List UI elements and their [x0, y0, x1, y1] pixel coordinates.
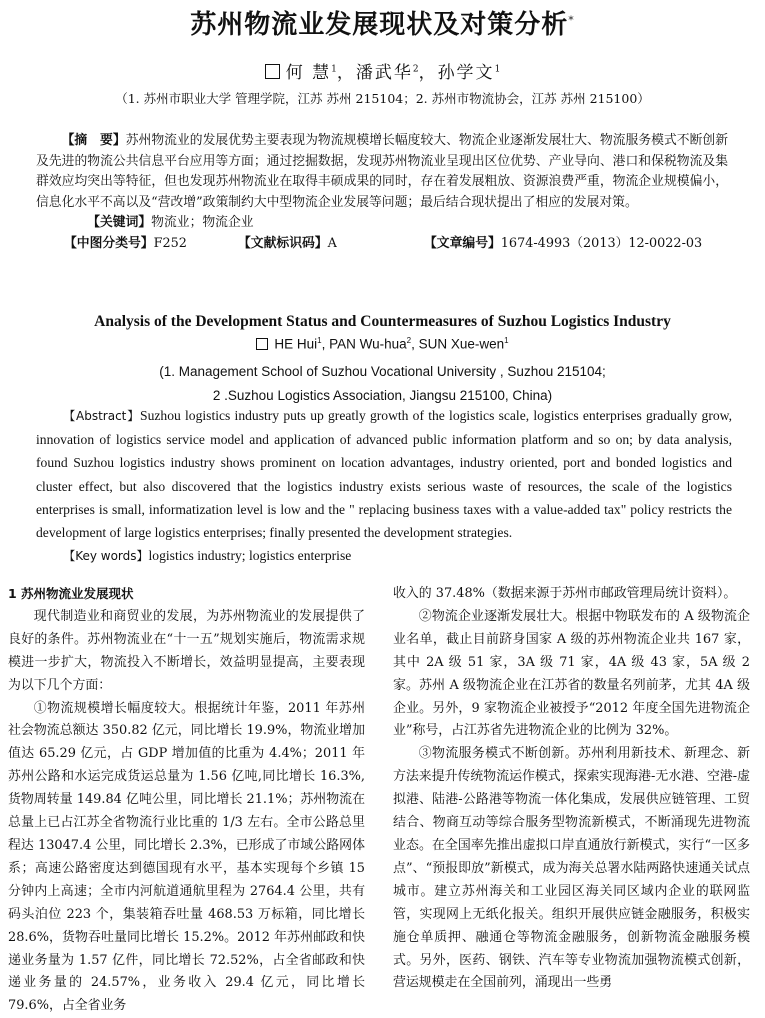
body-paragraph-2-cont: 收入的 37.48%（数据来源于苏州市邮政管理局统计资料）。	[393, 586, 737, 601]
doc-label: 【文献标识码】	[238, 235, 328, 251]
author-2: 潘武华	[355, 63, 413, 83]
keywords-text: 物流业；物流企业	[151, 215, 254, 231]
en-abstract-label: 【Abstract】	[63, 409, 141, 423]
en-affil-2: 2 .Suzhou Logistics Association, Jiangsu 215100, China)	[212, 388, 553, 403]
english-author-line: HE Hui$^1$, PAN Wu-hua$^2$, SUN Xue-wen$^1$	[0, 336, 765, 352]
english-abstract-block	[36, 404, 732, 568]
doc-value: A	[327, 235, 337, 251]
classification-line	[36, 234, 728, 256]
section-heading: 1 苏州物流业发展现状	[8, 586, 134, 601]
en-author-3-affil: 1	[504, 336, 509, 345]
clc-label: 【中图分类号】	[64, 235, 154, 251]
checkbox-square-icon	[256, 338, 268, 350]
body-paragraph-2: ①物流规模增长幅度较大。根据统计年鉴，2011 年苏州社会物流总额达 350.82 亿元，同比增长 19.9%，物流业增加值达 65.29 亿元，占 GDP 增加值的比重为 4.4%；2011 年苏州公路和水运完成货运总量为 1.56 亿吨,同比增长 16.3%,货物周转量 149.84 亿吨公里，同比增长 21.1%；苏州物流在总量上已占江苏全省物流行业比重的 1/3 左右。全市公路总里程达 13047.4 公里，同比增长 2.3%，已形成了市域公路网体系；高速公路密度达到德国现有水平，基本实现每个乡镇 15 分钟内上高速；全市内河航道通航里程为 2764.4 公里，共有码头泊位 223 个，集装箱吞吐量 468.53 万标箱，同比增长 28.6%，货物吞吐量同比增长 15.2%。2012 年苏州邮政和快递业务量为 1.57 亿件，同比增长 72.52%，占全省邮政和快递业务量的 24.57%，业务收入 29.4 亿元，同比增长 79.6%，占全省业务	[8, 700, 365, 1014]
english-abstract	[36, 404, 732, 544]
title-footnote-mark: *	[568, 13, 575, 27]
body-paragraph-1: 现代制造业和商贸业的发展，为苏州物流业的发展提供了良好的条件。苏州物流业在“十一五”规划实施后，物流需求规模进一步扩大，物流投入不断增长，效益明显提高，主要表现为以下几个方面：	[8, 608, 365, 693]
en-author-3: SUN Xue-wen	[418, 336, 505, 352]
en-author-2: PAN Wu-hua	[329, 336, 407, 352]
checkbox-square-icon	[265, 64, 280, 79]
chinese-abstract	[36, 131, 728, 213]
english-affiliations	[0, 360, 765, 408]
body-paragraph-4: ③物流服务模式不断创新。苏州利用新技术、新理念、新方法来提升传统物流运作模式，探索实现海港-无水港、空港-虚拟港、陆港-公路港等物流一体化集成，发展供应链管理、工贸结合、物商互动等综合服务型物流新模式，不断涌现先进物流业态。在全国率先推出虚拟口岸直通放行新模式，实行“一区多点”、“预报即放”新模式，成为海关总署水陆两路快速通关试点城市。建立苏州海关和工业园区海关同区域内企业的联网监管，实现网上无纸化报关。组织开展供应链金融服务，积极实施仓单质押、融通仓等物流金融服务，创新物流金融服务模式。另外，医药、钢铁、汽车等专业物流加强物流模式创新，营运规模走在全国前列，涌现出一些勇	[393, 746, 750, 991]
clc-number	[64, 234, 187, 255]
author-line	[0, 58, 765, 83]
body-column-right	[393, 583, 750, 995]
author-1-affil: 1	[331, 64, 337, 75]
en-keywords-label: 【Key words】	[63, 549, 149, 564]
english-title: Analysis of the Development Status and Countermeasures of Suzhou Logistics Industry	[94, 313, 671, 330]
author-3-affil: 1	[494, 64, 501, 75]
art-value: 1674-4993（2013）12-0022-03	[500, 235, 703, 251]
abstract-label: 【摘 要】	[61, 133, 126, 148]
body-paragraph-3: ②物流企业逐渐发展壮大。根据中物联发布的 A 级物流企业名单，截止目前跻身国家 A 级的苏州物流企业共 167 家，其中 2A 级 51 家，3A 级 71 家，4A 级 43 家，5A 级 2 家。苏州 A 级物流企业在江苏省的数量名列前茅，尤其 4A 级企业。另外，9 家物流企业被授予“2012 年度全国先进物流企业”称号，占江苏省先进物流企业的比例为 32%。	[393, 608, 750, 739]
article-number	[424, 234, 702, 255]
en-abstract-text: Suzhou logistics industry puts up greatly growth of the logistics scale, logistics enterprises gradually grow, innovation of logistics service model and application of advanced public information platform and so on; by data analysis, found Suzhou logistics industry shows prominent on location advantages, industry oriented, port and bonded logistics and cluster effect, but also discovered that the logistics industry exists serious waste of resources, the scale of the logistics enterprises is small, informatization level is low and the " replacing business taxes with a value-added tax" policy restricts the development of large logistics enterprises; finally presented the development strategies.	[36, 408, 732, 541]
clc-value: F252	[153, 235, 187, 251]
chinese-keywords	[36, 213, 728, 234]
art-label: 【文章编号】	[424, 235, 501, 251]
author-3: 孙学文	[437, 63, 495, 83]
en-author-1: HE Hui	[274, 336, 318, 352]
author-separator: ，	[336, 63, 356, 83]
paper-title	[0, 4, 765, 41]
en-author-2-affil: 2	[406, 336, 412, 345]
en-affil-1: (1. Management School of Suzhou Vocational University , Suzhou 215104;	[159, 364, 606, 379]
title-text: 苏州物流业发展现状及对策分析	[190, 10, 569, 40]
author-1: 何 慧	[285, 63, 332, 83]
en-keywords-text: logistics industry; logistics enterprise	[148, 548, 352, 564]
author-separator: ，	[418, 63, 438, 83]
author-2-affil: 2	[412, 64, 419, 75]
abstract-text: 苏州物流业的发展优势主要表现为物流规模增长幅度较大、物流企业逐渐发展壮大、物流服务模式不断创新及先进的物流公共信息平台应用等方面；通过挖掘数据，发现苏州物流业呈现出区位优势、产业导向、港口和保税物流及集群效应均突出等特征，但也发现苏州物流业在取得丰硕成果的同时，存在着发展粗放、资源浪费严重，物流企业规模偏小，信息化水平不高以及“营改增”政策制约大中型物流企业发展等问题；最后结合现状提出了相应的发展对策。	[36, 133, 729, 210]
english-keywords	[36, 544, 732, 568]
body-column-left	[8, 583, 365, 1018]
document-code	[238, 234, 337, 255]
keywords-label: 【关键词】	[87, 215, 152, 231]
chinese-abstract-block	[36, 131, 728, 256]
affiliations: （1. 苏州市职业大学 管理学院，江苏 苏州 215104；2. 苏州市物流协会，江苏 苏州 215100）	[115, 91, 650, 106]
en-author-1-affil: 1	[317, 336, 322, 345]
